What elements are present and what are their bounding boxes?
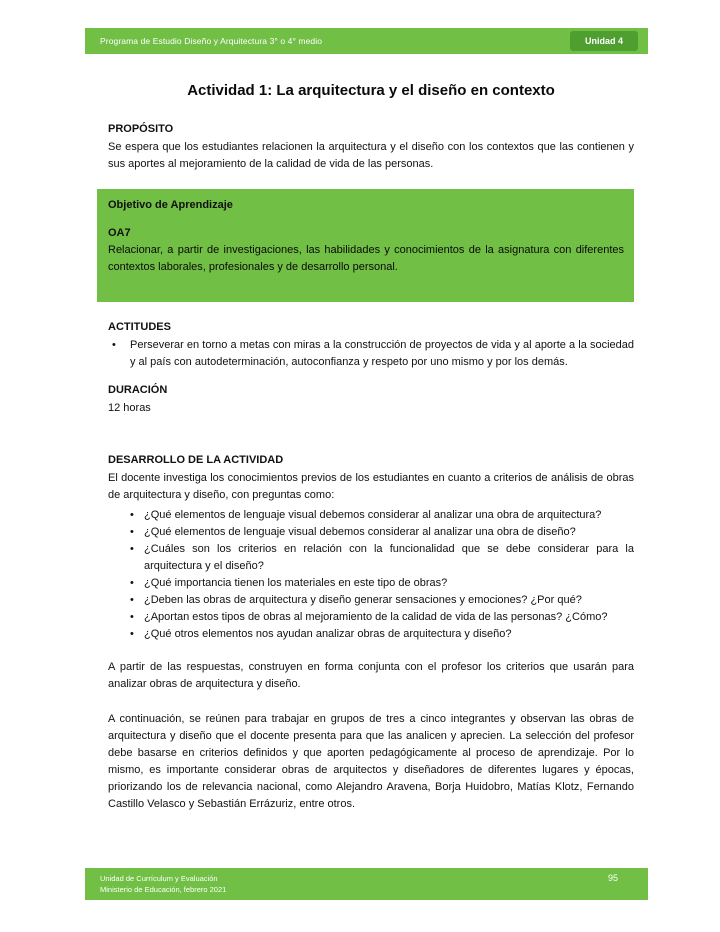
question-item: • ¿Aportan estos tipos de obras al mejoramiento de la calidad de vida de las personas? ¿Cómo?: [130, 609, 634, 626]
question-item: • ¿Qué elementos de lenguaje visual debemos considerar al analizar una obra de diseño?: [130, 524, 634, 541]
section-desarrollo: [108, 453, 634, 813]
objetivo-aprendizaje-box: [97, 189, 634, 302]
actitudes-item: • Perseverar en torno a metas con miras a la construcción de proyectos de vida y al aporte a la sociedad y al país con autodeterminación, autoconfianza y respeto por uno mismo y por los demás.: [108, 337, 634, 371]
header-bar: [85, 28, 648, 54]
page-content: [108, 82, 634, 813]
footer-text: [100, 873, 226, 895]
unit-badge: Unidad 4: [570, 31, 638, 51]
question-item: • ¿Qué importancia tienen los materiales en este tipo de obras?: [130, 575, 634, 592]
questions-list: [130, 507, 634, 643]
question-item: • ¿Qué otros elementos nos ayudan analizar obras de arquitectura y diseño?: [130, 626, 634, 643]
actitudes-heading: ACTITUDES: [108, 321, 171, 333]
oa-box-heading: Objetivo de Aprendizaje: [108, 199, 233, 211]
duracion-text: 12 horas: [108, 402, 151, 414]
duracion-heading: DURACIÓN: [108, 384, 168, 396]
paragraph-grupos: A continuación, se reúnen para trabajar en grupos de tres a cinco integrantes y observan las obras de arquitectura y diseño que el docente presenta para que las analicen y aprecien. La selección del profesor debe basarse en criterios definidos y que aporten pedagógicamente al proceso de aprendizaje. Por lo mismo, es importante considerar obras de arquitectos y diseñadores de diferentes lugares y épocas, priorizando los de relevancia nacional, como Alejandro Aravena, Borja Huidobro, Matías Klotz, Fernando Castillo Velasco y Sebastián Errázuriz, entre otros.: [108, 713, 634, 810]
section-proposito: [108, 122, 634, 173]
activity-title: Actividad 1: La arquitectura y el diseño en contexto: [187, 82, 555, 99]
footer-line-2: Ministerio de Educación, febrero 2021: [100, 885, 227, 894]
desarrollo-intro: El docente investiga los conocimientos previos de los estudiantes en cuanto a criterios de análisis de obras de arquitectura y diseño, con preguntas como:: [108, 472, 634, 501]
header-program-title: Programa de Estudio Diseño y Arquitectura 3° o 4° medio: [100, 36, 323, 46]
desarrollo-heading: DESARROLLO DE LA ACTIVIDAD: [108, 454, 284, 466]
footer-line-1: Unidad de Currículum y Evaluación: [100, 874, 218, 883]
question-item: • ¿Deben las obras de arquitectura y diseño generar sensaciones y emociones? ¿Por qué?: [130, 592, 634, 609]
proposito-text: Se espera que los estudiantes relacionen la arquitectura y el diseño con los contextos que las contienen y sus aportes al mejoramiento de la calidad de vida de las personas.: [108, 141, 634, 170]
footer-bar: [85, 868, 648, 900]
paragraph-respuestas: A partir de las respuestas, construyen en forma conjunta con el profesor los criterios que usarán para analizar obras de arquitectura y diseño.: [108, 661, 634, 690]
section-actitudes: [108, 320, 634, 371]
actitudes-list: [108, 337, 634, 371]
page-number: 95: [607, 873, 618, 883]
oa-text: Relacionar, a partir de investigaciones, las habilidades y conocimientos de la asignatura con diferentes contextos laborales, profesionales y de desarrollo personal.: [108, 244, 624, 273]
question-item: • ¿Cuáles son los criterios en relación con la funcionalidad que se debe considerar para la arquitectura y el diseño?: [130, 541, 634, 575]
oa-code: OA7: [108, 227, 131, 239]
proposito-heading: PROPÓSITO: [108, 123, 174, 135]
question-item: • ¿Qué elementos de lenguaje visual debemos considerar al analizar una obra de arquitectura?: [130, 507, 634, 524]
section-duracion: [108, 383, 634, 417]
